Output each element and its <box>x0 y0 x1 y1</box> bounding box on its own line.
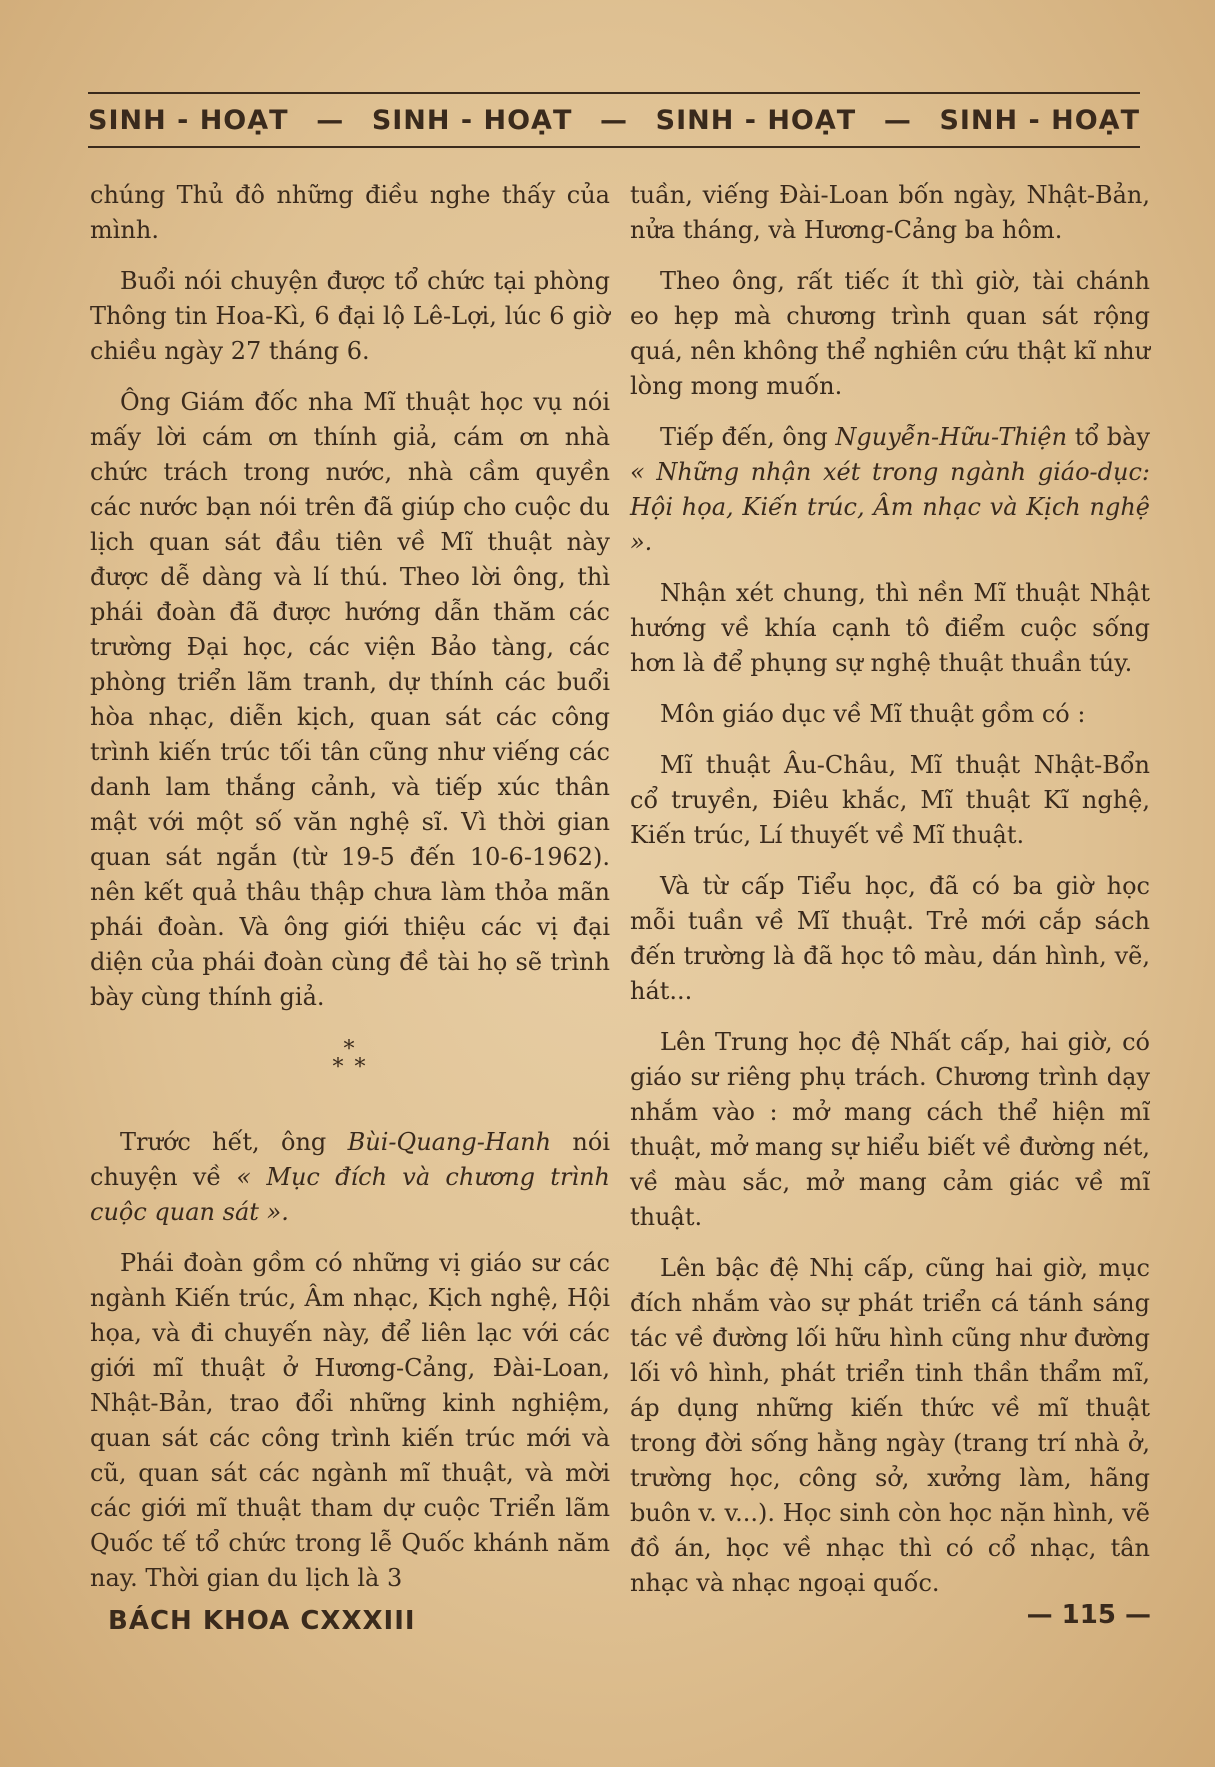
header-item: SINH - HOẠT <box>88 104 289 136</box>
text-run: Tiếp đến, ông <box>660 423 836 451</box>
paragraph: Lên Trung học đệ Nhất cấp, hai giờ, có giáo sư riêng phụ trách. Chương trình dạy nhắm vào : mở mang cách thể hiện mĩ thuật, mở mang sự hiểu biết về đường nét, về màu sắc, mở mang cảm giác về mĩ thuật. <box>630 1028 1150 1231</box>
stars-text: * * * <box>332 1037 368 1080</box>
paragraph: tuần, viếng Đài-Loan bốn ngày, Nhật-Bản, nửa tháng, và Hương-Cảng ba hôm. <box>630 181 1150 244</box>
header-item: SINH - HOẠT <box>939 104 1140 136</box>
paragraph: Buổi nói chuyện được tổ chức tại phòng Thông tin Hoa-Kì, 6 đại lộ Lê-Lợi, lúc 6 giờ chiều ngày 27 tháng 6. <box>90 267 610 365</box>
header-separator: — <box>883 104 912 136</box>
paragraph: Ông Giám đốc nha Mĩ thuật học vụ nói mấy lời cám ơn thính giả, cám ơn nhà chức trách trong nước, nhà cầm quyền các nước bạn nói trên đã giúp cho cuộc du lịch quan sát đầu tiên về Mĩ thuật này được dễ dàng và lí thú. Theo lời ông, thì phái đoàn đã được hướng dẫn thăm các trường Đại học, các viện Bảo tàng, các phòng triển lãm tranh, dự thính các buổi hòa nhạc, diễn kịch, quan sát các công trình kiến trúc tối tân cũng như viếng các danh lam thắng cảnh, và tiếp xúc thân mật với một số văn nghệ sĩ. Vì thời gian quan sát ngắn (từ 19-5 đến 10-6-1962). nên kết quả thâu thập chưa làm thỏa mãn phái đoàn. Và ông giới thiệu các vị đại diện của phái đoàn cùng đề tài họ sẽ trình bày cùng thính giả. <box>90 388 610 1011</box>
paragraph: Phái đoàn gồm có những vị giáo sư các ngành Kiến trúc, Âm nhạc, Kịch nghệ, Hội họa, và đi chuyến này, để liên lạc với các giới mĩ thuật ở Hương-Cảng, Đài-Loan, Nhật-Bản, trao đổi những kinh nghiệm, quan sát các công trình kiến trúc mới và cũ, quan sát các ngành mĩ thuật, và mời các giới mĩ thuật tham dự cuộc Triển lãm Quốc tế tổ chức trong lễ Quốc khánh năm nay. Thời gian du lịch là 3 <box>90 1249 610 1592</box>
header-item: SINH - HOẠT <box>371 104 573 136</box>
right-column <box>630 178 1150 1617</box>
text-run: Trước hết, ông <box>120 1128 348 1156</box>
paragraph: chúng Thủ đô những điều nghe thấy của mình. <box>90 181 610 244</box>
header-item: SINH - HOẠT <box>655 104 857 136</box>
paragraph: Và từ cấp Tiểu học, đã có ba giờ học mỗi tuần về Mĩ thuật. Trẻ mới cắp sách đến trường là đã học tô màu, dán hình, vẽ, hát... <box>630 872 1150 1005</box>
publication-footer: BÁCH KHOA CXXXIII <box>108 1606 416 1636</box>
header-separator: — <box>600 104 628 136</box>
paragraph: Theo ông, rất tiếc ít thì giờ, tài chánh eo hẹp mà chương trình quan sát rộng quá, nên không thể nghiên cứu thật kĩ như lòng mong muốn. <box>630 267 1150 400</box>
paragraph: Môn giáo dục về Mĩ thuật gồm có : <box>660 700 1086 728</box>
running-header <box>88 92 1140 148</box>
text-run: nói chuyện về <box>90 1128 610 1191</box>
talk-title: « Những nhận xét trong ngành giáo-dục: Hội họa, Kiến trúc, Âm nhạc và Kịch nghệ ». <box>630 458 1150 556</box>
paragraph: Nhận xét chung, thì nền Mĩ thuật Nhật hướng về khía cạnh tô điểm cuộc sống hơn là để phụng sự nghệ thuật thuần túy. <box>630 579 1150 677</box>
paragraph <box>630 420 1150 560</box>
header-separator: — <box>316 104 345 136</box>
paragraph: Lên bậc đệ Nhị cấp, cũng hai giờ, mục đích nhắm vào sự phát triển cá tánh sáng tác về đường lối hữu hình cũng như đường lối vô hình, phát triển tinh thần thẩm mĩ, áp dụng những kiến thức về mĩ thuật trong đời sống hằng ngày (trang trí nhà ở, trường học, công sở, xưởng làm, hãng buôn v. v...). Học sinh còn học nặn hình, vẽ đồ án, học về nhạc thì có cổ nhạc, tân nhạc và nhạc ngoại quốc. <box>630 1254 1150 1597</box>
paragraph <box>90 1125 610 1230</box>
talk-title: « Mục đích và chương trình cuộc quan sát ». <box>90 1163 611 1226</box>
page-number: — 115 — <box>1026 1600 1151 1630</box>
speaker-name: Nguyễn-Hữu-Thiện <box>835 423 1068 451</box>
speaker-name: Bùi-Quang-Hanh <box>347 1128 552 1156</box>
left-column <box>90 178 610 1612</box>
paragraph: Mĩ thuật Âu-Châu, Mĩ thuật Nhật-Bổn cổ truyền, Điêu khắc, Mĩ thuật Kĩ nghệ, Kiến trúc, Lí thuyết về Mĩ thuật. <box>630 751 1150 849</box>
text-run: tổ bày <box>1067 423 1150 451</box>
section-divider-stars <box>90 1037 610 1085</box>
